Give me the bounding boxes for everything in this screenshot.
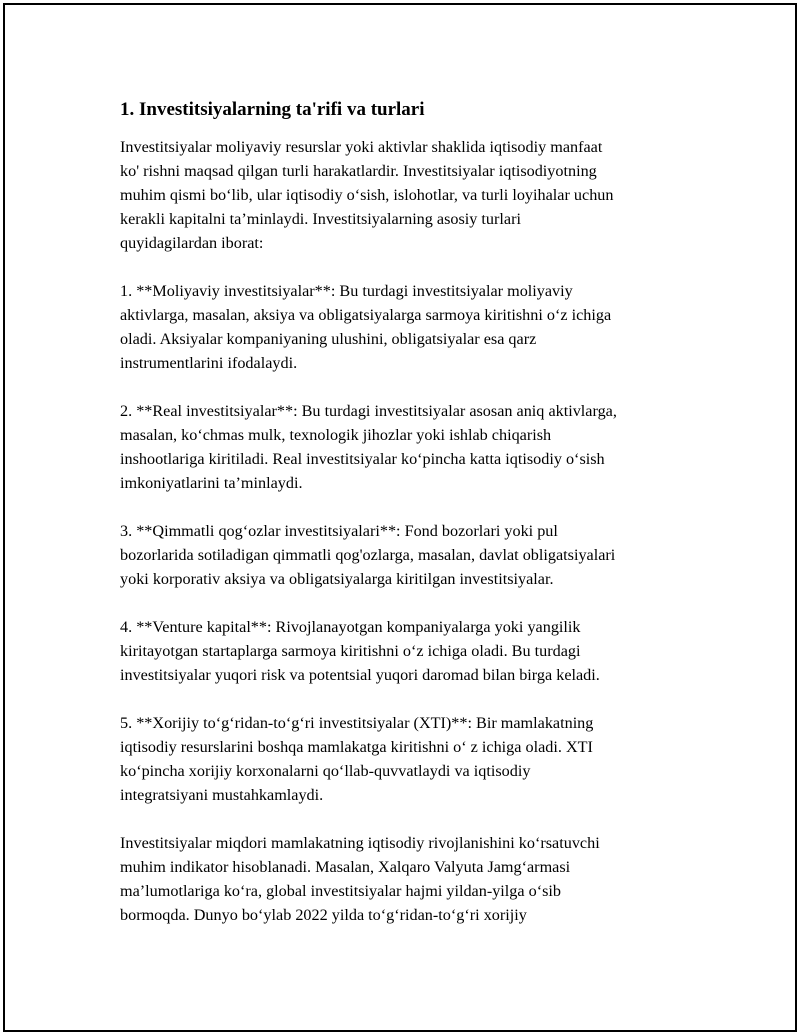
document-page	[3, 3, 797, 1032]
text-line: investitsiyalar yuqori risk va potentsial yuqori daromad bilan birga keladi.	[120, 666, 600, 684]
text-line: quyidagilardan iborat:	[120, 234, 264, 252]
text-line: 2. **Real investitsiyalar**: Bu turdagi investitsiyalar asosan aniq aktivlarga,	[120, 402, 617, 420]
text-line: kiritayotgan startaplarga sarmoya kiritishni o‘z ichiga oladi. Bu turdagi	[120, 642, 581, 660]
section-heading: 1. Investitsiyalarning ta'rifi va turlari	[120, 99, 425, 120]
text-line: 3. **Qimmatli qog‘ozlar investitsiyalari**: Fond bozorlari yoki pul	[120, 522, 558, 540]
paragraph	[120, 279, 710, 375]
text-line: integratsiyani mustahkamlaydi.	[120, 786, 324, 804]
text-line: bormoqda. Dunyo bo‘ylab 2022 yilda to‘g‘ridan-to‘g‘ri xorijiy	[120, 906, 527, 924]
text-line: masalan, ko‘chmas mulk, texnologik jihozlar yoki ishlab chiqarish	[120, 426, 552, 444]
text-line: Investitsiyalar moliyaviy resurslar yoki aktivlar shaklida iqtisodiy manfaat	[120, 138, 603, 156]
text-line: ko‘pincha xorijiy korxonalarni qo‘llab-quvvatlaydi va iqtisodiy	[120, 762, 531, 780]
text-line: oladi. Aksiyalar kompaniyaning ulushini, obligatsiyalar esa qarz	[120, 330, 537, 348]
text-line: kerakli kapitalni ta’minlaydi. Investitsiyalarning asosiy turlari	[120, 210, 521, 228]
text-line: ma’lumotlariga ko‘ra, global investitsiyalar hajmi yildan-yilga o‘sib	[120, 882, 561, 900]
text-line: imkoniyatlarini ta’minlaydi.	[120, 474, 303, 492]
text-line: yoki korporativ aksiya va obligatsiyalarga kiritilgan investitsiyalar.	[120, 570, 554, 588]
text-line: Investitsiyalar miqdori mamlakatning iqtisodiy rivojlanishini ko‘rsatuvchi	[120, 834, 600, 852]
paragraph	[120, 135, 710, 255]
text-line: muhim qismi bo‘lib, ular iqtisodiy o‘sish, islohotlar, va turli loyihalar uchun	[120, 186, 614, 204]
text-line: instrumentlarini ifodalaydi.	[120, 354, 298, 372]
paragraph	[120, 831, 710, 927]
paragraph	[120, 519, 710, 591]
text-line: iqtisodiy resurslarini boshqa mamlakatga kiritishni o‘ z ichiga oladi. XTI	[120, 738, 593, 756]
paragraph	[120, 615, 710, 687]
text-line: ko' rishni maqsad qilgan turli harakatlardir. Investitsiyalar iqtisodiyotning	[120, 162, 597, 180]
text-line: 5. **Xorijiy to‘g‘ridan-to‘g‘ri investitsiyalar (XTI)**: Bir mamlakatning	[120, 714, 594, 732]
text-line: 1. **Moliyaviy investitsiyalar**: Bu turdagi investitsiyalar moliyaviy	[120, 282, 573, 300]
paragraph	[120, 399, 710, 495]
paragraph-list	[120, 135, 710, 927]
text-line: muhim indikator hisoblanadi. Masalan, Xalqaro Valyuta Jamg‘armasi	[120, 858, 571, 876]
text-line: 4. **Venture kapital**: Rivojlanayotgan kompaniyalarga yoki yangilik	[120, 618, 581, 636]
text-line: bozorlarida sotiladigan qimmatli qog'ozlarga, masalan, davlat obligatsiyalari	[120, 546, 616, 564]
paragraph	[120, 711, 710, 807]
text-line: inshootlariga kiritiladi. Real investitsiyalar ko‘pincha katta iqtisodiy o‘sish	[120, 450, 605, 468]
text-line: aktivlarga, masalan, aksiya va obligatsiyalarga sarmoya kiritishni o‘z ichiga	[120, 306, 612, 324]
document-body	[120, 98, 710, 951]
